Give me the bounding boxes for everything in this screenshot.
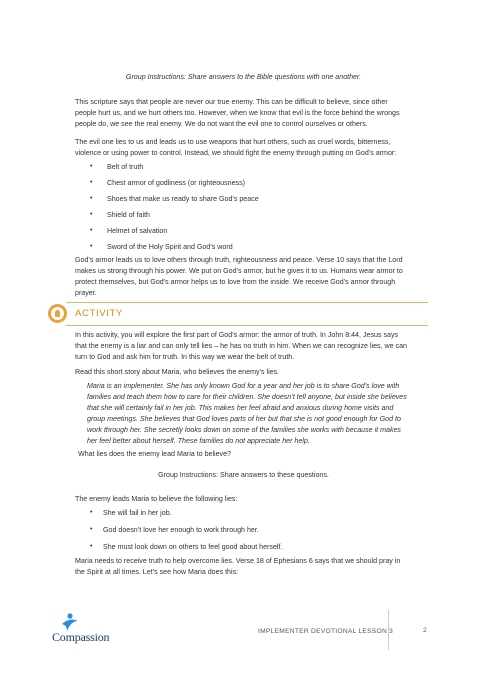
compassion-logo [52, 612, 132, 652]
list-item: Chest armor of godliness (or righteousness) [107, 179, 245, 187]
activity-heading: ACTIVITY [75, 308, 123, 319]
para3-line: protect themselves, but God’s armor helps us to love from the inside. We receive God’s armor through [75, 278, 396, 286]
story-line: work through her. She secretly looks down on some of the families she works with because it makes [87, 426, 401, 434]
para6: The enemy leads Maria to believe the following lies: [75, 495, 238, 503]
list-item: God doesn’t love her enough to work through her. [103, 526, 259, 534]
header-instruction: Group Instructions: Share answers to the Bible questions with one another. [125, 73, 362, 81]
list-item: Belt of truth [107, 163, 144, 171]
bullet-icon: • [90, 211, 93, 218]
question: What lies does the enemy lead Maria to believe? [78, 450, 231, 458]
list-item: She will fail in her job. [103, 509, 172, 517]
list-item: She must look down on others to feel good about herself. [103, 543, 283, 551]
para3-line: prayer. [75, 289, 97, 297]
bullet-icon: • [90, 179, 93, 186]
story-line: families and teach them how to care for their children. She doesn’t tell anyone, but inside she believes [87, 393, 407, 401]
list-item: Shield of faith [107, 211, 150, 219]
para7-line: the Spirit at all times. Let’s see how Maria does this: [75, 568, 239, 576]
para4-line: that the enemy is a liar and can only tell lies – he has no truth in him. When we can recognize lies, we can [75, 342, 408, 350]
bullet-icon: • [90, 243, 93, 250]
para4-line: turn to God and ask him for truth. In this way we wear the belt of truth. [75, 353, 295, 361]
group-instruction: Group Instructions: Share answers to these questions. [158, 471, 329, 479]
list-item: Sword of the Holy Spirit and God’s word [107, 243, 233, 251]
para3-line: God’s armor leads us to love others through truth, righteousness and peace. Verse 10 says that the Lord [75, 256, 403, 264]
logo-wordmark: Compassion [52, 630, 110, 644]
bullet-icon: • [90, 526, 93, 533]
para1-line: people hurt us, and we hurt others too. However, when we know that evil is the force behind the wrongs [75, 109, 400, 117]
para2-line: violence or using power to control. Instead, we should fight the enemy through putting on God’s armor: [75, 149, 397, 157]
bullet-icon: • [90, 163, 93, 170]
page-number: 2 [423, 627, 427, 634]
list-item: Shoes that make us ready to share God’s peace [107, 195, 259, 203]
para1-line: people do, we see the real enemy. We do not want the evil one to control ourselves or others. [75, 120, 368, 128]
bullet-icon: • [90, 509, 93, 516]
para1-line: This scripture says that people are never our true enemy. This can be difficult to believe, since other [75, 98, 388, 106]
story-line: Maria is an implementer. She has only known God for a year and her job is to share God’s love with [87, 382, 400, 390]
para7-line: Maria needs to receive truth to help overcome lies. Verse 18 of Ephesians 6 says that we should pray in [75, 557, 401, 565]
para5: Read this short story about Maria, who believes the enemy’s lies. [75, 368, 280, 376]
story-line: her feel better about herself. These families do not appreciate her help. [87, 437, 310, 445]
bullet-icon: • [90, 543, 93, 550]
logo-figure-icon [60, 612, 80, 632]
para2-line: The evil one lies to us and leads us to use weapons that hurt others, such as cruel words, bitterness, [75, 138, 391, 146]
story-line: group meetings. She believes that God loves parts of her but that she is not good enough for God to [87, 415, 401, 423]
para4-line: In this activity, you will explore the first part of God’s armor: the armor of truth. In John 8:44, Jesus says [75, 331, 399, 339]
activity-icon [48, 304, 67, 323]
activity-rule-top [66, 302, 428, 303]
activity-rule-bottom [66, 325, 428, 326]
list-item: Helmet of salvation [107, 227, 168, 235]
bullet-icon: • [90, 195, 93, 202]
para3-line: makes us strong through his power. We put on God’s armor, but he gives it to us. Humans wear armor to [75, 267, 403, 275]
bullet-icon: • [90, 227, 93, 234]
story-line: that she will certainly fail in her job. This makes her feel afraid and anxious during home visits and [87, 404, 394, 412]
footer-lesson-title: IMPLEMENTER DEVOTIONAL LESSON 3 [258, 628, 394, 635]
